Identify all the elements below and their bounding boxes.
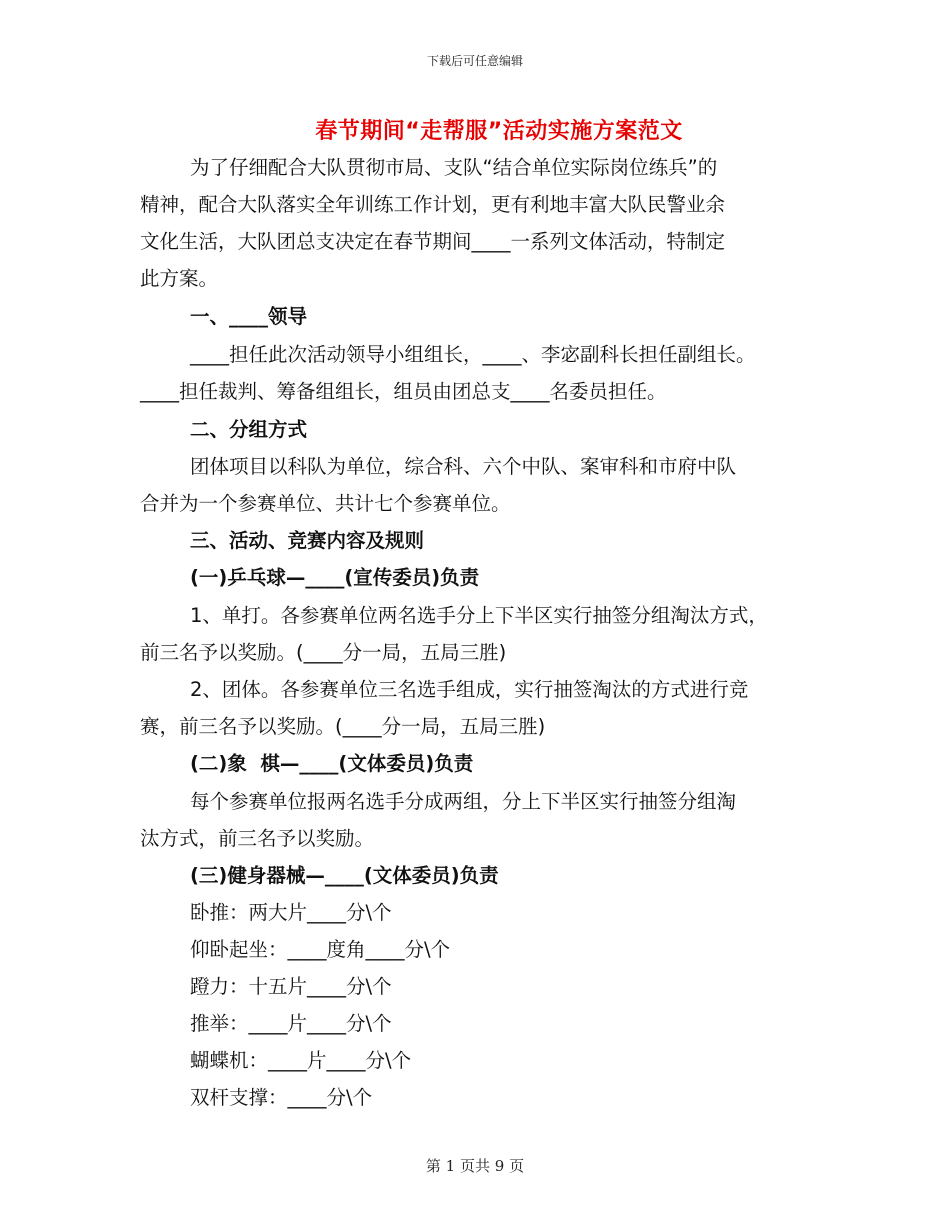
intro-line-2: 精神，配合大队落实全年训练工作计划，更有利地丰富大队民警业余 [140, 193, 726, 216]
fitness-item-shoulder-press: 推举：____片____分\个 [190, 1012, 392, 1035]
fitness-item-butterfly: 蝴蝶机：____片____分\个 [190, 1049, 412, 1072]
fitness-item-leg-press: 蹬力：十五片____分\个 [190, 975, 392, 998]
pingpong-line-3: 2、团体。各参赛单位三名选手组成，实行抽签淘汰的方式进行竞 [190, 678, 749, 701]
leadership-line-2: ____担任裁判、筹备组组长，组员由团总支____名委员担任。 [140, 380, 667, 403]
document-title: 春节期间“走帮服”活动实施方案范文 [315, 119, 683, 144]
fitness-item-situps: 仰卧起坐：____度角____分\个 [190, 938, 451, 961]
section-heading-leadership: 一、____领导 [190, 305, 308, 328]
section-heading-grouping: 二、分组方式 [190, 418, 308, 441]
page-header-note: 下载后可任意编辑 [426, 54, 523, 68]
fitness-item-bench-press: 卧推：两大片____分\个 [190, 901, 392, 924]
leadership-line-1: ____担任此次活动领导小组组长，____、李宓副科长担任副组长。 [190, 343, 756, 366]
grouping-line-1: 团体项目以科队为单位，综合科、六个中队、案审科和市府中队 [190, 455, 737, 478]
chess-line-1: 每个参赛单位报两名选手分成两组，分上下半区实行抽签分组淘 [190, 790, 737, 813]
subheading-chess: (二)象 棋—____(文体委员)负责 [190, 752, 474, 775]
page-number: 第 1 页共 9 页 [425, 1157, 525, 1175]
subheading-pingpong: (一)乒乓球—____(宣传委员)负责 [190, 566, 480, 589]
section-heading-activities: 三、活动、竞赛内容及规则 [190, 529, 425, 552]
intro-line-1: 为了仔细配合大队贯彻市局、支队“结合单位实际岗位练兵”的 [190, 156, 718, 179]
subheading-fitness: (三)健身器械—____(文体委员)负责 [190, 864, 499, 887]
fitness-item-parallel-bars: 双杆支撑：____分\个 [190, 1086, 373, 1109]
chess-line-2: 汰方式，前三名予以奖励。 [140, 827, 375, 850]
pingpong-line-2: 前三名予以奖励。(____分一局，五局三胜) [140, 641, 507, 664]
intro-line-3: 文化生活，大队团总支决定在春节期间____一系列文体活动，特制定 [140, 230, 726, 253]
grouping-line-2: 合并为一个参赛单位、共计七个参赛单位。 [140, 492, 511, 515]
pingpong-line-1: 1、单打。各参赛单位两名选手分上下半区实行抽签分组淘汰方式， [190, 604, 768, 627]
pingpong-line-4: 赛，前三名予以奖励。(____分一局，五局三胜) [140, 715, 546, 738]
intro-line-4: 此方案。 [140, 267, 219, 290]
